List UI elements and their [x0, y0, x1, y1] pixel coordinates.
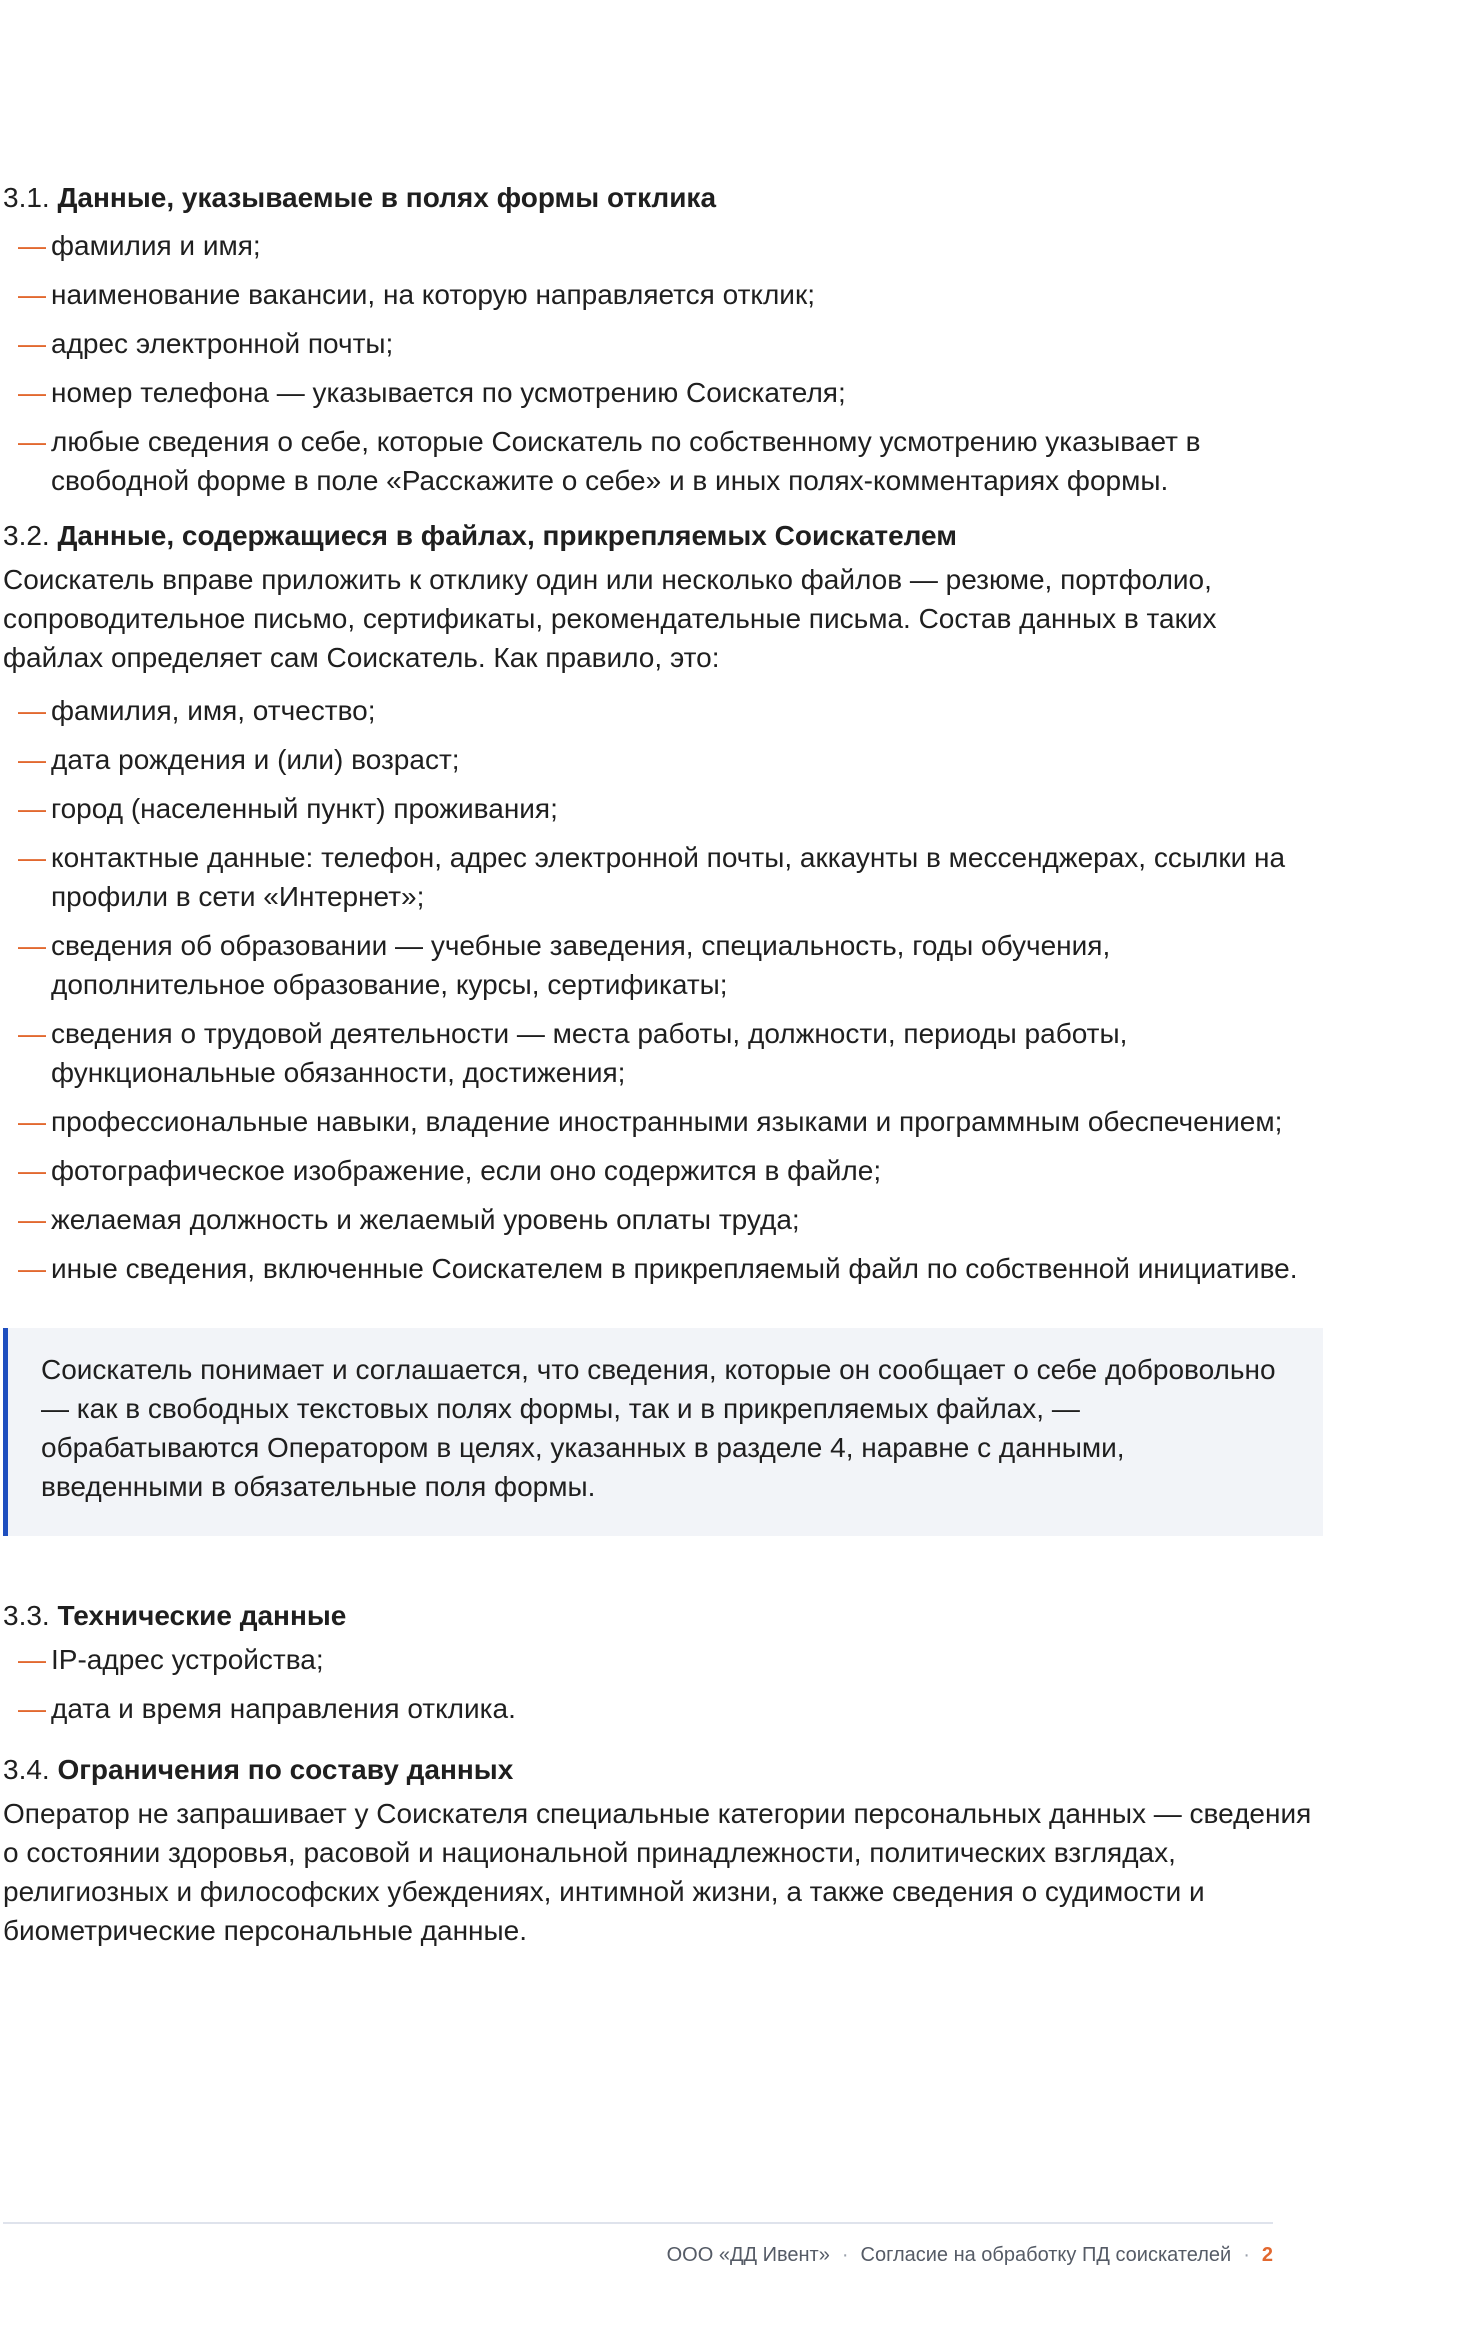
list-item-text: профессиональные навыки, владение иностранными языками и программным обеспечением; [51, 1106, 1283, 1137]
dash-marker: — [18, 1155, 46, 1186]
dash-marker: — [18, 1253, 46, 1284]
section-3-3 [3, 1596, 1323, 1728]
section-number: 3.2. [3, 520, 50, 551]
list-item-text: сведения о трудовой деятельности — места работы, должности, периоды работы, функциональные обязанности, достижения; [51, 1018, 1128, 1088]
list-item-text: адрес электронной почты; [51, 328, 394, 359]
list-item [3, 1640, 1323, 1679]
bullet-list [3, 691, 1323, 1288]
dash-marker: — [18, 279, 46, 310]
list-item [3, 1689, 1323, 1728]
list-item-text: фотографическое изображение, если оно содержится в файле; [51, 1155, 882, 1186]
list-item [3, 1014, 1323, 1092]
list-item-text: сведения об образовании — учебные заведения, специальность, годы обучения, дополнительное образование, курсы, сертификаты; [51, 930, 1111, 1000]
list-item [3, 740, 1323, 779]
section-number: 3.4. [3, 1754, 50, 1785]
list-item-text: фамилия, имя, отчество; [51, 695, 376, 726]
footer-divider [3, 2222, 1273, 2224]
section-3-1 [3, 178, 1323, 500]
dash-marker: — [18, 328, 46, 359]
footer-company: ООО «ДД Ивент» [666, 2244, 830, 2266]
list-item [3, 1102, 1323, 1141]
bullet-list [3, 226, 1323, 500]
dash-marker: — [18, 793, 46, 824]
list-item [3, 422, 1323, 500]
list-item-text: фамилия и имя; [51, 230, 261, 261]
footer-separator: · [841, 2244, 849, 2266]
dash-marker: — [18, 1204, 46, 1235]
section-number: 3.3. [3, 1600, 50, 1631]
list-item [3, 1249, 1323, 1288]
dash-marker: — [18, 1693, 46, 1724]
list-item [3, 838, 1323, 916]
page-content [3, 178, 1323, 1950]
section-heading: Ограничения по составу данных [57, 1754, 514, 1785]
list-item [3, 789, 1323, 828]
list-item [3, 1151, 1323, 1190]
list-item-text: IP-адрес устройства; [51, 1644, 324, 1675]
list-item-text: контактные данные: телефон, адрес электронной почты, аккаунты в мессенджерах, ссылки на профили в сети «Интернет»; [51, 842, 1286, 912]
list-item [3, 373, 1323, 412]
list-item [3, 226, 1323, 265]
dash-marker: — [18, 377, 46, 408]
list-item-text: дата рождения и (или) возраст; [51, 744, 460, 775]
dash-marker: — [18, 695, 46, 726]
page-footer [667, 2241, 1273, 2269]
footer-separator: · [1243, 2244, 1250, 2266]
section-heading: Данные, содержащиеся в файлах, прикрепляемых Соискателем [57, 520, 957, 551]
section-number: 3.1. [3, 182, 50, 213]
list-item [3, 926, 1323, 1004]
dash-marker: — [18, 1644, 46, 1675]
dash-marker: — [18, 1018, 46, 1049]
footer-doc-title: Согласие на обработку ПД соискателей [860, 2244, 1232, 2266]
list-item [3, 275, 1323, 314]
dash-marker: — [18, 930, 46, 961]
section-title [3, 516, 1323, 556]
section-title [3, 1596, 1323, 1636]
list-item-text: наименование вакансии, на которую направляется отклик; [51, 279, 815, 310]
list-item [3, 691, 1323, 730]
list-item-text: иные сведения, включенные Соискателем в прикрепляемый файл по собственной инициативе. [51, 1253, 1298, 1284]
section-title [3, 1750, 1323, 1790]
list-item-text: желаемая должность и желаемый уровень оплаты труда; [51, 1204, 800, 1235]
section-text: Оператор не запрашивает у Соискателя специальные категории персональных данных — сведения о состоянии здоровья, расовой и национальной принадлежности, политических взглядах, религиозных и философских убеждениях, интимной жизни, а также сведения о судимости и биометрические персональные данные. [3, 1798, 1312, 1946]
list-item [3, 324, 1323, 363]
section-heading: Данные, указываемые в полях формы отклика [57, 182, 717, 213]
list-item-text: город (населенный пункт) проживания; [51, 793, 558, 824]
dash-marker: — [18, 230, 46, 261]
list-item-text: номер телефона — указывается по усмотрению Соискателя; [51, 377, 846, 408]
bullet-list [3, 1640, 1323, 1728]
section-title [3, 178, 1323, 218]
section-intro: Соискатель вправе приложить к отклику один или несколько файлов — резюме, портфолио, сопроводительное письмо, сертификаты, рекомендательные письма. Состав данных в таких файлах определяет сам Соискатель. Как правило, это: [3, 564, 1217, 673]
page-number: 2 [1261, 2244, 1273, 2266]
list-item-text: дата и время направления отклика. [51, 1693, 516, 1724]
section-3-2 [3, 516, 1323, 1288]
callout-note [3, 1328, 1323, 1536]
section-3-4 [3, 1750, 1323, 1950]
dash-marker: — [18, 426, 46, 457]
list-item [3, 1200, 1323, 1239]
callout-text: Соискатель понимает и соглашается, что сведения, которые он сообщает о себе добровольно — как в свободных текстовых полях формы, так и в прикрепляемых файлах, — обрабатываются Оператором в целях, указанных в разделе 4, наравне с данными, введенными в обязательные поля формы. [41, 1354, 1276, 1502]
dash-marker: — [18, 1106, 46, 1137]
dash-marker: — [18, 842, 46, 873]
dash-marker: — [18, 744, 46, 775]
section-heading: Технические данные [57, 1600, 347, 1631]
list-item-text: любые сведения о себе, которые Соискатель по собственному усмотрению указывает в свободной форме в поле «Расскажите о себе» и в иных полях-комментариях формы. [51, 426, 1201, 496]
